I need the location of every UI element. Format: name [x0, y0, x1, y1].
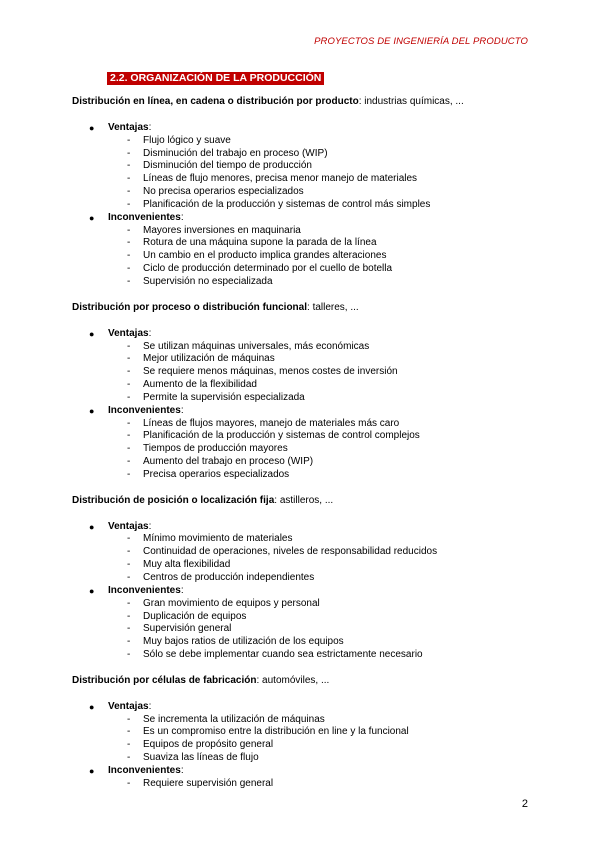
dash-marker: - [127, 623, 131, 635]
list-item-text: Continuidad de operaciones, niveles de responsabilidad reducidos [143, 546, 438, 558]
list-item [72, 572, 542, 585]
disadvantages-list [72, 778, 542, 791]
list-item-text: Muy bajos ratios de utilización de los equipos [143, 636, 344, 648]
advantages-list [72, 714, 542, 765]
bullet-icon: ● [89, 765, 95, 776]
dash-marker: - [127, 739, 131, 751]
dash-marker: - [127, 391, 131, 403]
distribution-examples: : industrias químicas, ... [358, 96, 464, 107]
list-item-text: Disminución del tiempo de producción [143, 160, 312, 172]
advantages-heading: ● Ventajas: [89, 700, 152, 712]
dash-marker: - [127, 263, 131, 275]
distribution-section [72, 96, 542, 289]
bullet-icon: ● [89, 521, 95, 532]
list-item-text: Mayores inversiones en maquinaria [143, 224, 301, 236]
advantages-label: Ventajas [108, 327, 149, 339]
dash-marker: - [127, 713, 131, 725]
dash-marker: - [127, 353, 131, 365]
dash-marker: - [127, 340, 131, 352]
list-item [72, 456, 542, 469]
page-number: 2 [521, 798, 528, 810]
dash-marker: - [127, 160, 131, 172]
list-item [72, 263, 542, 276]
distribution-heading [72, 96, 542, 109]
distribution-title: Distribución por células de fabricación [72, 674, 257, 686]
disadvantages-heading: ● Inconvenientes: [89, 764, 184, 776]
list-item [72, 430, 542, 443]
dash-marker: - [127, 237, 131, 249]
list-item [72, 353, 542, 366]
dash-marker: - [127, 456, 131, 468]
bullet-icon: ● [89, 212, 95, 223]
distribution-examples: : astilleros, ... [274, 494, 334, 506]
list-item [72, 173, 542, 186]
dash-marker: - [127, 636, 131, 648]
bullet-icon: ● [89, 328, 95, 339]
dash-marker: - [127, 430, 131, 442]
dash-marker: - [127, 649, 131, 661]
dash-marker: - [127, 610, 131, 622]
distribution-heading [72, 302, 542, 315]
running-header: PROYECTOS DE INGENIERÍA DEL PRODUCTO [314, 36, 528, 47]
list-item [72, 559, 542, 572]
dash-marker: - [127, 597, 131, 609]
dash-marker: - [127, 533, 131, 545]
list-item-text: Flujo lógico y suave [143, 134, 231, 146]
bullet-icon: ● [89, 405, 95, 416]
distribution-title: Distribución en línea, en cadena o distribución por producto [72, 96, 359, 107]
advantages-heading: ● Ventajas: [89, 520, 152, 532]
list-item-text: Sólo se debe implementar cuando sea estrictamente necesario [143, 649, 423, 661]
dash-marker: - [127, 275, 131, 287]
advantages-label: Ventajas [108, 121, 149, 133]
list-item [72, 341, 542, 354]
list-item-text: Es un compromiso entre la distribución en line y la funcional [143, 726, 409, 738]
list-item [72, 623, 542, 636]
disadvantages-label: Inconvenientes [108, 211, 181, 223]
list-item-text: Líneas de flujos mayores, manejo de materiales más caro [143, 417, 400, 429]
list-item [72, 714, 542, 727]
distribution-section [72, 482, 542, 662]
distribution-examples: : talleres, ... [307, 301, 359, 313]
distribution-examples: : automóviles, ... [256, 674, 330, 686]
list-item-text: Planificación de la producción y sistemas de control más simples [143, 198, 431, 210]
advantages-heading: ● Ventajas: [89, 327, 152, 339]
distribution-title: Distribución por proceso o distribución funcional [72, 301, 308, 313]
disadvantages-group [72, 405, 542, 482]
disadvantages-label: Inconvenientes [108, 764, 181, 776]
advantages-label: Ventajas [108, 700, 149, 712]
list-item-text: Supervisión general [143, 623, 232, 635]
dash-marker: - [127, 173, 131, 185]
list-item-text: Precisa operarios especializados [143, 468, 290, 480]
list-item [72, 225, 542, 238]
dash-marker: - [127, 752, 131, 764]
advantages-list [72, 533, 542, 584]
list-item [72, 392, 542, 405]
advantages-group [72, 328, 542, 405]
dash-marker: - [127, 777, 131, 789]
disadvantages-list [72, 225, 542, 289]
distribution-title: Distribución de posición o localización fija [72, 494, 275, 506]
list-item [72, 250, 542, 263]
dash-marker: - [127, 379, 131, 391]
disadvantages-group [72, 765, 542, 791]
advantages-group [72, 521, 542, 585]
dash-marker: - [127, 147, 131, 159]
advantages-group [72, 701, 542, 765]
dash-marker: - [127, 443, 131, 455]
list-item [72, 469, 542, 482]
advantages-list [72, 341, 542, 405]
list-item-text: Gran movimiento de equipos y personal [143, 597, 320, 609]
dash-marker: - [127, 417, 131, 429]
list-item-text: Muy alta flexibilidad [143, 559, 231, 571]
list-item-text: Equipos de propósito general [143, 739, 274, 751]
dash-marker: - [127, 546, 131, 558]
list-item [72, 726, 542, 739]
disadvantages-label: Inconvenientes [108, 584, 181, 596]
disadvantages-list [72, 598, 542, 662]
list-item-text: Aumento de la flexibilidad [143, 379, 257, 391]
list-item [72, 160, 542, 173]
list-item-text: Mejor utilización de máquinas [143, 353, 275, 365]
disadvantages-list [72, 418, 542, 482]
list-item-text: Ciclo de producción determinado por el cuello de botella [143, 263, 393, 275]
list-item-text: Disminución del trabajo en proceso (WIP) [143, 147, 328, 159]
list-item [72, 636, 542, 649]
list-item-text: Permite la supervisión especializada [143, 391, 305, 403]
disadvantages-heading: ● Inconvenientes: [89, 211, 184, 223]
list-item-text: Suaviza las líneas de flujo [143, 752, 259, 764]
list-item [72, 649, 542, 662]
list-item [72, 778, 542, 791]
list-item [72, 186, 542, 199]
distribution-heading [72, 675, 542, 688]
advantages-label: Ventajas [108, 520, 149, 532]
list-item [72, 443, 542, 456]
list-item [72, 533, 542, 546]
list-item [72, 148, 542, 161]
list-item-text: Se requiere menos máquinas, menos costes de inversión [143, 366, 398, 378]
list-item [72, 418, 542, 431]
bullet-icon: ● [89, 122, 95, 133]
dash-marker: - [127, 726, 131, 738]
advantages-group [72, 122, 542, 212]
list-item [72, 237, 542, 250]
list-item [72, 366, 542, 379]
disadvantages-group [72, 212, 542, 289]
list-item-text: Se incrementa la utilización de máquinas [143, 713, 325, 725]
list-item-text: No precisa operarios especializados [143, 186, 304, 198]
distribution-section [72, 662, 542, 791]
list-item [72, 598, 542, 611]
dash-marker: - [127, 134, 131, 146]
disadvantages-heading: ● Inconvenientes: [89, 404, 184, 416]
dash-marker: - [127, 468, 131, 480]
list-item-text: Duplicación de equipos [143, 610, 247, 622]
dash-marker: - [127, 186, 131, 198]
list-item-text: Requiere supervisión general [143, 777, 274, 789]
list-item-text: Líneas de flujo menores, precisa menor manejo de materiales [143, 173, 418, 185]
list-item [72, 739, 542, 752]
dash-marker: - [127, 224, 131, 236]
dash-marker: - [127, 559, 131, 571]
list-item [72, 276, 542, 289]
advantages-list [72, 135, 542, 212]
disadvantages-label: Inconvenientes [108, 404, 181, 416]
disadvantages-group [72, 585, 542, 662]
list-item-text: Planificación de la producción y sistemas de control complejos [143, 430, 420, 442]
dash-marker: - [127, 198, 131, 210]
list-item [72, 611, 542, 624]
list-item [72, 546, 542, 559]
disadvantages-heading: ● Inconvenientes: [89, 584, 184, 596]
advantages-heading: ● Ventajas: [89, 121, 152, 133]
list-item-text: Aumento del trabajo en proceso (WIP) [143, 456, 314, 468]
list-item-text: Centros de producción independientes [143, 572, 315, 583]
list-item [72, 135, 542, 148]
dash-marker: - [127, 572, 131, 583]
dash-marker: - [127, 250, 131, 262]
dash-marker: - [127, 366, 131, 378]
document-body [72, 96, 542, 791]
list-item-text: Rotura de una máquina supone la parada de la línea [143, 237, 377, 249]
list-item-text: Tiempos de producción mayores [143, 443, 288, 455]
list-item [72, 752, 542, 765]
list-item-text: Un cambio en el producto implica grandes alteraciones [143, 250, 387, 262]
bullet-icon: ● [89, 585, 95, 596]
list-item-text: Mínimo movimiento de materiales [143, 533, 293, 545]
bullet-icon: ● [89, 701, 95, 712]
list-item [72, 199, 542, 212]
list-item-text: Se utilizan máquinas universales, más económicas [143, 340, 370, 352]
section-title: 2.2. ORGANIZACIÓN DE LA PRODUCCIÓN [107, 72, 324, 85]
list-item [72, 379, 542, 392]
distribution-heading [72, 495, 542, 508]
list-item-text: Supervisión no especializada [143, 275, 273, 287]
distribution-section [72, 289, 542, 482]
